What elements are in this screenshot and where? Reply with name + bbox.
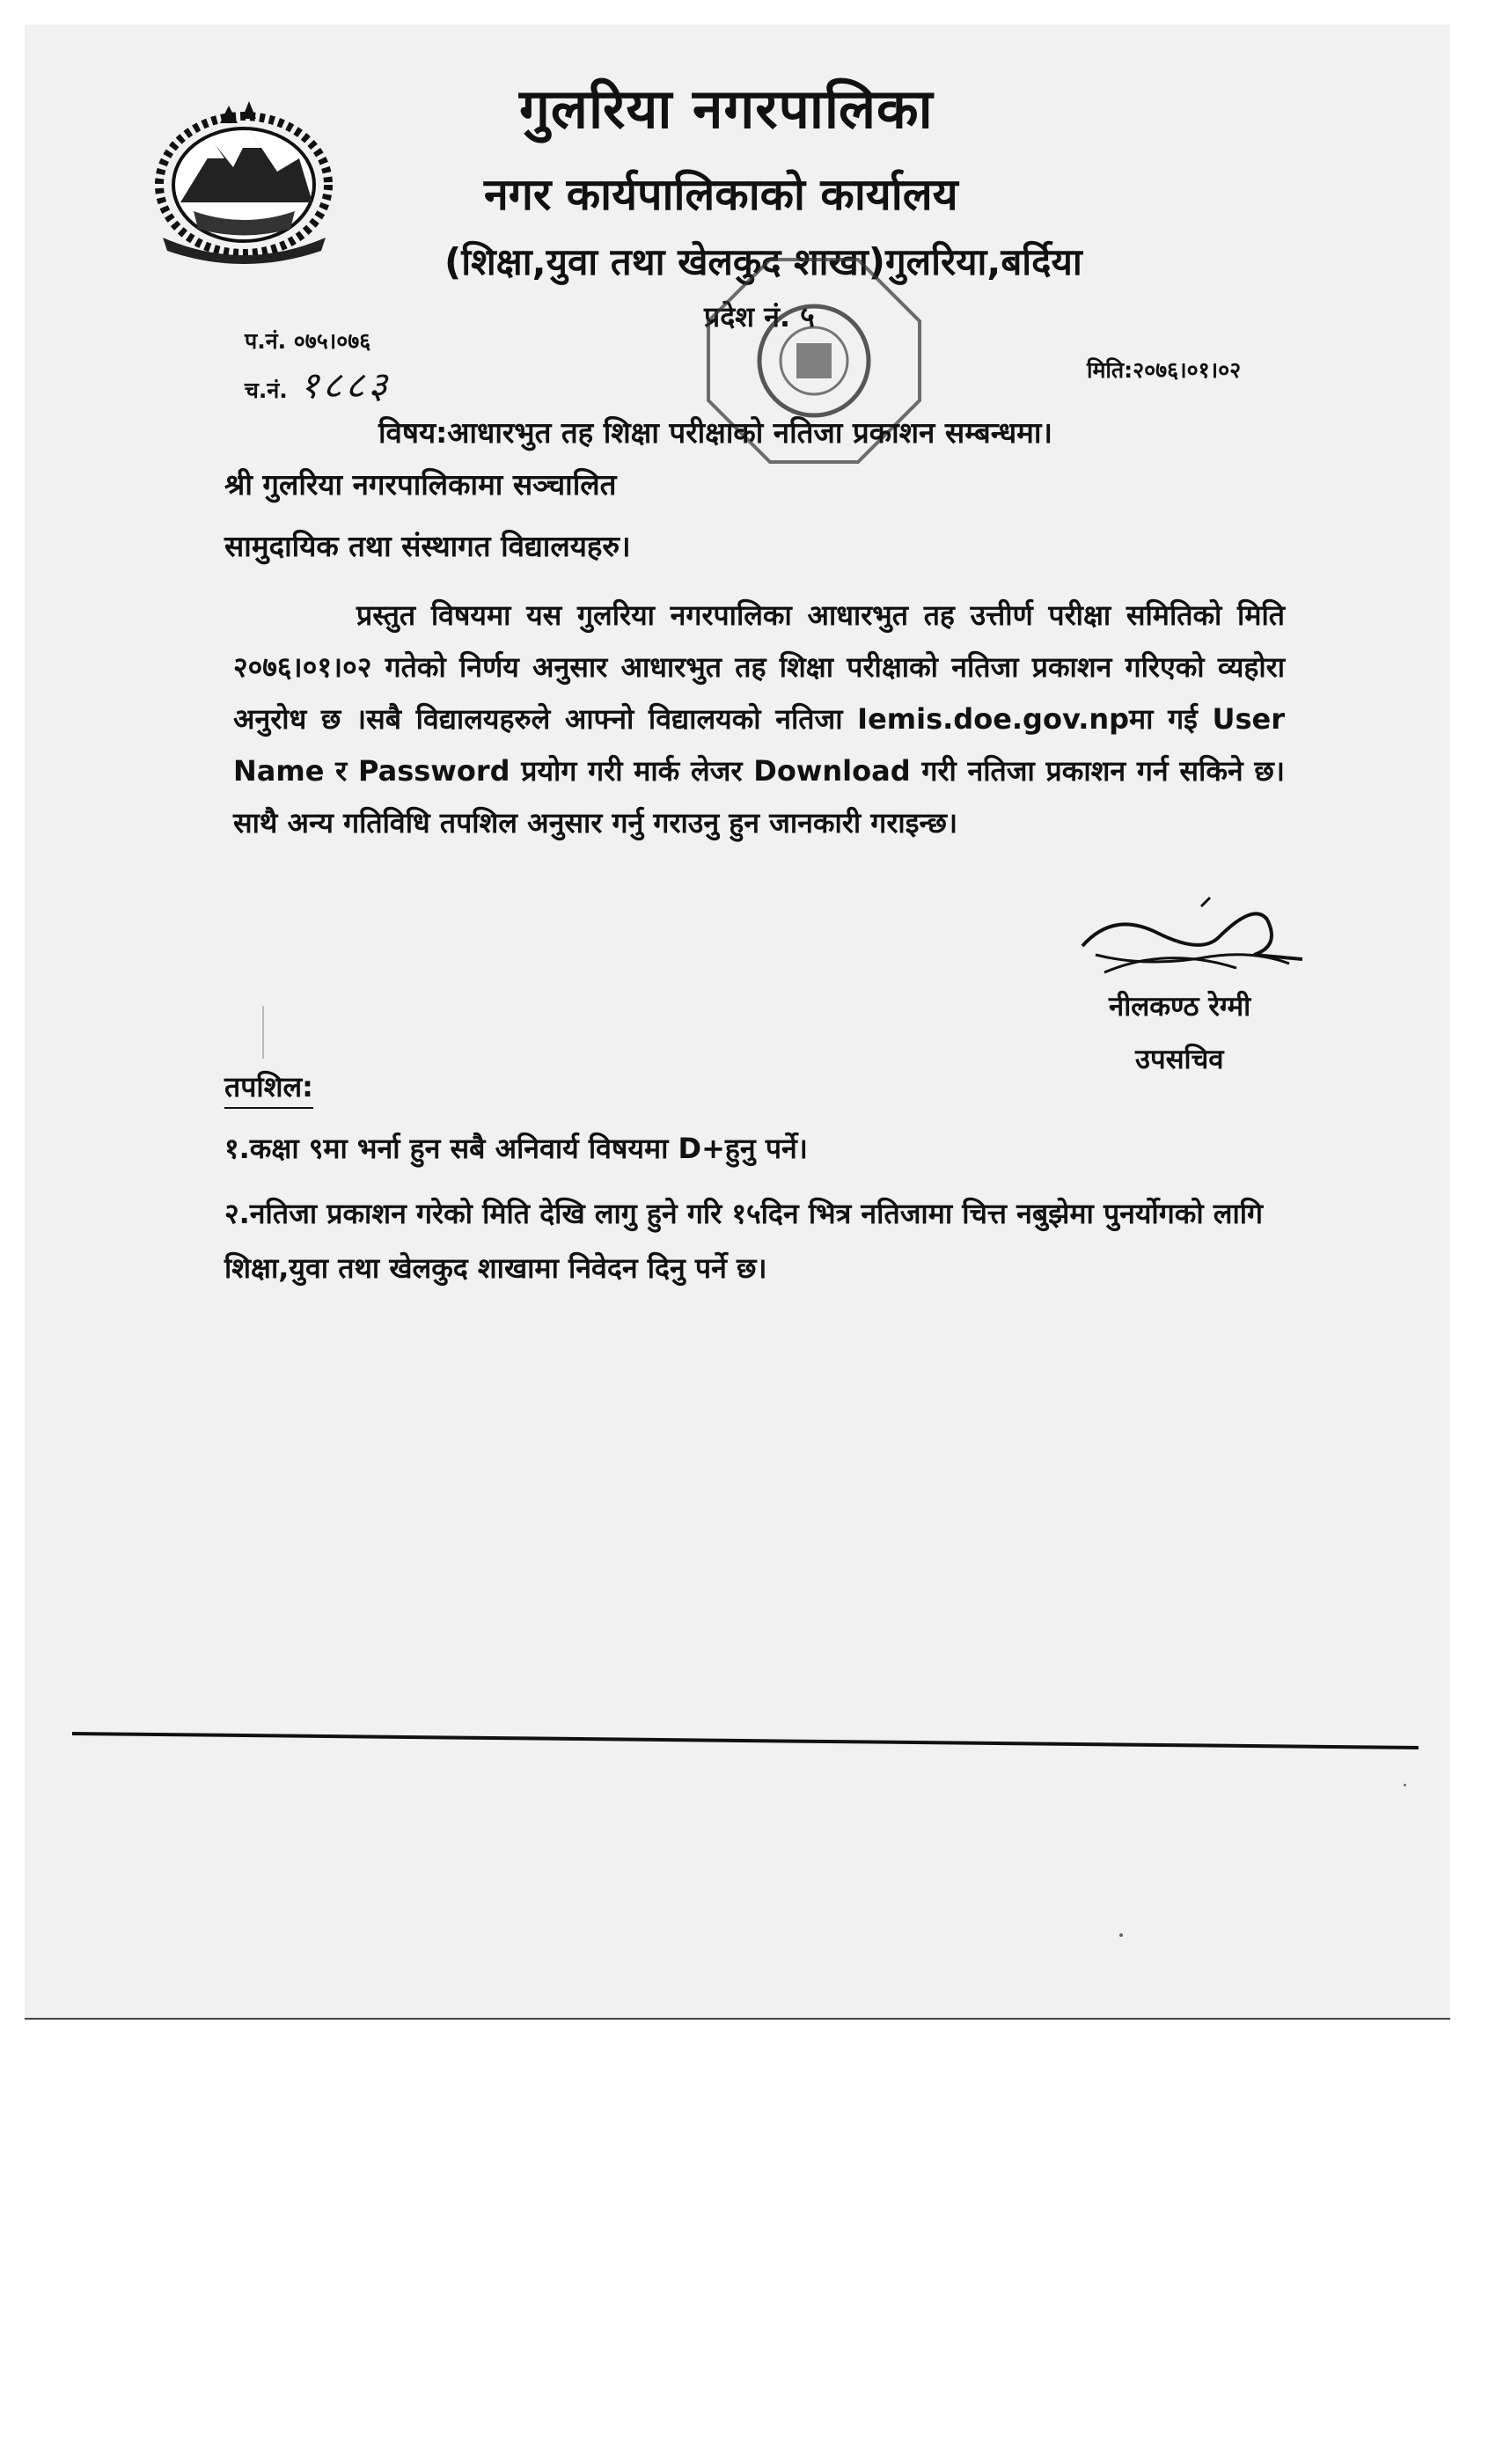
dispatch-number-label: च.नं.	[245, 378, 288, 403]
recipient-line-2: सामुदायिक तथा संस्थागत विद्यालयहरु।	[224, 529, 631, 563]
scan-speck	[1119, 1933, 1123, 1937]
signature-icon	[1078, 893, 1307, 999]
signatory-name: नीलकण्ठ रेग्मी	[1109, 991, 1251, 1023]
dispatch-number	[245, 359, 391, 409]
scan-mark	[262, 1006, 264, 1059]
section-title: (शिक्षा,युवा तथा खेलकुद शाखा)गुलरिया,बर्दिया	[444, 240, 1082, 283]
municipality-title: गुलरिया नगरपालिका	[519, 77, 934, 141]
dispatch-number-value: १८८३	[299, 363, 392, 407]
scan-speck	[1404, 1784, 1406, 1786]
signatory-title: उपसचिव	[1135, 1044, 1224, 1075]
office-title: नगर कार्यपालिकाको कार्यालय	[484, 169, 958, 220]
details-item-1: १.कक्षा ९मा भर्ना हुन सबै अनिवार्य विषयमा D+हुनु पर्ने।	[224, 1132, 808, 1165]
letter-reference-number: प.नं. ०७५।०७६	[245, 328, 371, 354]
province-label: प्रदेश नं. ५	[704, 300, 815, 334]
details-item-2: २.नतिजा प्रकाशन गरेको मिति देखि लागु हुने गरि १५दिन भित्र नतिजामा चित्त नबुझेमा पुनर्योगको लागि शिक्षा,युवा तथा खेलकुद शाखामा निवेदन दिनु पर्ने छ।	[224, 1197, 1264, 1285]
nepal-emblem-icon	[145, 97, 343, 264]
letter-date: मिति:२०७६।०१।०२	[1087, 357, 1242, 383]
recipient-line-1: श्री गुलरिया नगरपालिकामा सञ्चालित	[224, 467, 617, 502]
letter-body: प्रस्तुत विषयमा यस गुलरिया नगरपालिका आधारभुत तह उत्तीर्ण परीक्षा समितिको मिति २०७६।०१।०२ गतेको निर्णय अनुसार आधारभुत तह शिक्षा परीक्षाको नतिजा प्रकाशन गरिएको व्यहोरा अनुरोध छ ।सबै विद्यालयहरुले आफ्नो विद्यालयको नतिजा Iemis.doe.gov.npमा गई User Name र Password प्रयोग गरी मार्क लेजर Download गरी नतिजा प्रकाशन गर्न सकिने छ। साथै अन्य गतिविधि तपशिल अनुसार गर्नु गराउनु हुन जानकारी गराइन्छ।	[233, 598, 1285, 840]
details-heading: तपशिल:	[224, 1067, 313, 1109]
letter-subject: विषय:आधारभुत तह शिक्षा परीक्षाको नतिजा प्रकाशन सम्बन्धमा।	[378, 415, 1052, 450]
